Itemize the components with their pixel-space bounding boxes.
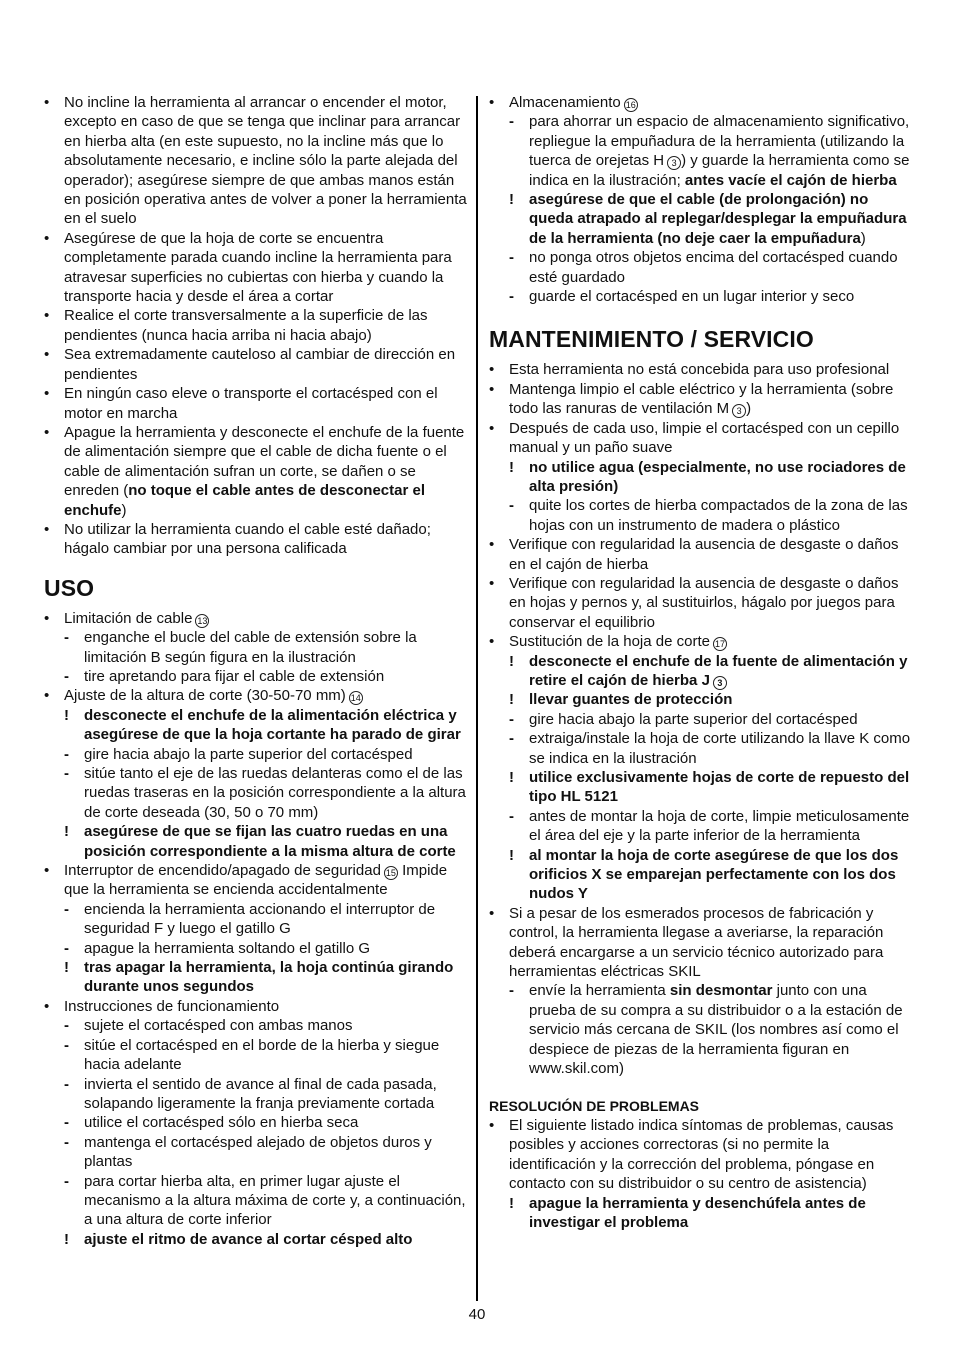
item-text: guarde el cortacésped en un lugar interior y seco (529, 288, 855, 306)
bullet-marker: • (44, 423, 50, 441)
bullet-marker: • (44, 997, 50, 1015)
page-number: 40 (468, 1306, 486, 1323)
sub-item (44, 1016, 467, 1035)
item-text: Si a pesar de los esmerados procesos de fabricación y control, la herramienta llegase a averiarse, la reparación deberá encargarse a un servicio técnico autorizado para herramientas eléctricas SKIL (509, 904, 884, 981)
bullet-marker: • (489, 1116, 495, 1134)
item-text: sitúe tanto el eje de las ruedas delanteras como el de las ruedas traseras en la posición correspondiente a la altura de corte deseada (30, 50 o 70 mm) (84, 765, 466, 821)
warning-marker: ! (64, 959, 69, 977)
warning-marker: ! (64, 706, 69, 724)
bullet-marker: • (489, 419, 495, 437)
warning-item (489, 846, 912, 904)
warning-item (489, 190, 912, 248)
item-text: gire hacia abajo la parte superior del cortacésped (529, 710, 858, 728)
list-item (44, 997, 467, 1016)
warning-marker: ! (509, 458, 514, 476)
troubleshooting-list (489, 1116, 912, 1232)
sub-item (44, 667, 467, 686)
list-item (489, 419, 912, 458)
item-text: tras apagar la herramienta, la hoja continúa girando durante unos segundos (84, 959, 454, 996)
bullet-marker: • (44, 609, 50, 627)
sub-item (44, 1036, 467, 1075)
warning-item (44, 958, 467, 997)
item-text: Asegúrese de que la hoja de corte se encuentra completamente parada cuando incline la herramienta para atravesar superficies no cubiertas con hierba y cuando la transporte hacia y desde el área a cortar (64, 229, 452, 306)
sub-item (489, 807, 912, 846)
item-text: Verifique con regularidad la ausencia de desgaste o daños en hojas y pernos y, al sustituirlos, hágalo por juegos para conservar el equilibrio (509, 574, 899, 631)
item-text: No utilizar la herramienta cuando el cable esté dañado; hágalo cambiar por una persona calificada (64, 520, 431, 558)
item-text: envíe la herramienta sin desmontar junto con una prueba de su compra a su distribuidor o a la estación de servicio más cercana de SKIL (los nombres así como el despiece de piezas de la herramienta figuran en www.skil.com) (529, 982, 903, 1078)
warning-marker: ! (64, 823, 69, 841)
item-text: Esta herramienta no está concebida para uso profesional (509, 361, 890, 379)
sub-item (44, 1172, 467, 1230)
list-item (44, 423, 467, 520)
dash-marker: - (64, 1017, 69, 1035)
figure-reference: 3 (713, 676, 727, 690)
item-text: tire apretando para fijar el cable de extensión (84, 667, 385, 685)
sub-item (44, 1113, 467, 1132)
dash-marker: - (64, 765, 69, 782)
sub-item (489, 496, 912, 535)
item-text: encienda la herramienta accionando el interruptor de seguridad F y luego el gatillo G (84, 900, 436, 938)
warning-item (489, 458, 912, 497)
sub-item (489, 710, 912, 729)
list-item (489, 380, 912, 419)
bullet-marker: • (44, 862, 50, 880)
dash-marker: - (64, 1036, 69, 1054)
bullet-marker: • (44, 687, 50, 705)
maintenance-list (489, 360, 912, 1078)
dash-marker: - (64, 667, 69, 685)
list-item (44, 229, 467, 307)
bullet-marker: • (44, 385, 50, 403)
dash-marker: - (64, 1114, 69, 1132)
item-text: No incline la herramienta al arrancar o encender el motor, excepto en caso de que se tenga que inclinar para arrancar en hierba alta (en este supuesto, no la incline más que lo absolutamente necesario, e incline sólo la parte alejada del operador); asegúrese siempre de que ambas manos están en posición operativa antes de volver a poner la herramienta en el suelo (64, 94, 467, 228)
warning-marker: ! (64, 1230, 69, 1248)
item-text: El siguiente listado indica síntomas de problemas, causas posibles y acciones correctoras (si no permite la identificación y la corrección del problema, póngase en contacto con su distribuidor o su centro de asistencia) (509, 1116, 894, 1193)
sub-item (44, 764, 467, 822)
dash-marker: - (64, 939, 69, 957)
list-item (44, 609, 467, 628)
bullet-marker: • (489, 633, 495, 651)
column-divider (476, 96, 478, 1301)
bullet-marker: • (489, 574, 495, 592)
item-text: desconecte el enchufe de la alimentación eléctrica y asegúrese de que la hoja cortante ha parado de girar (84, 706, 461, 744)
figure-reference: 13 (197, 615, 208, 626)
section-heading-maintenance: MANTENIMIENTO / SERVICIO (489, 326, 814, 353)
item-text: apague la herramienta y desenchúfela antes de investigar el problema (529, 1194, 866, 1231)
list-item (44, 345, 467, 384)
bullet-marker: • (489, 361, 495, 379)
dash-marker: - (64, 1133, 69, 1151)
dash-marker: - (64, 900, 69, 918)
item-text: antes de montar la hoja de corte, limpie meticulosamente el área del eje y la parte inferior de la herramienta (529, 807, 910, 845)
bullet-marker: • (44, 307, 50, 325)
dash-marker: - (509, 497, 514, 515)
item-text: ajuste el ritmo de avance al cortar césped alto (84, 1230, 413, 1248)
sub-item (44, 900, 467, 939)
bullet-marker: • (44, 229, 50, 247)
dash-marker: - (509, 730, 514, 748)
dash-marker: - (64, 1075, 69, 1093)
dash-marker: - (509, 288, 514, 306)
sub-item (489, 112, 912, 190)
item-text: Ajuste de la altura de corte (30-50-70 mm) 14 (64, 687, 361, 705)
bullet-marker: • (44, 520, 50, 538)
list-item (44, 686, 467, 705)
item-text: quite los cortes de hierba compactados de la zona de las hojas con un instrumento de madera o plástico (529, 497, 908, 534)
dash-marker: - (509, 982, 514, 1000)
dash-marker: - (64, 629, 69, 647)
list-item (489, 535, 912, 574)
item-text: Limitación de cable 13 (64, 609, 208, 627)
item-text: Sea extremadamente cauteloso al cambiar de dirección en pendientes (64, 346, 456, 383)
sub-item (44, 628, 467, 667)
item-text: no utilice agua (especialmente, no use rociadores de alta presión) (529, 458, 906, 495)
figure-reference: 3 (667, 156, 681, 170)
list-item (489, 93, 912, 112)
bullet-marker: • (489, 536, 495, 554)
item-text: gire hacia abajo la parte superior del cortacésped (84, 745, 413, 763)
bold-text: no toque el cable antes de desconectar el enchufe (64, 482, 425, 519)
uso-list (44, 609, 467, 1249)
warning-item (489, 652, 912, 691)
item-text: llevar guantes de protección (529, 691, 733, 709)
bullet-marker: • (44, 94, 50, 111)
warning-item (44, 706, 467, 745)
item-text: extraiga/instale la hoja de corte utilizando la llave K como se indica en la ilustración (529, 730, 911, 767)
list-item (489, 904, 912, 982)
item-text: asegúrese de que se fijan las cuatro ruedas en una posición correspondiente a la misma altura de corte (84, 823, 456, 860)
item-text: sitúe el cortacésped en el borde de la hierba y siegue hacia adelante (84, 1036, 440, 1074)
item-text: para cortar hierba alta, en primer lugar ajuste el mecanismo a la altura máxima de corte y, a continuación, a una altura de corte inferior (84, 1172, 466, 1229)
list-item (489, 574, 912, 632)
list-item (44, 93, 467, 229)
warning-marker: ! (509, 769, 514, 786)
list-item (44, 520, 467, 559)
closing-paren: ) (860, 229, 866, 247)
warning-item (44, 1230, 467, 1249)
dash-marker: - (509, 249, 514, 267)
sub-item (489, 981, 912, 1078)
list-item (489, 632, 912, 651)
right-column (489, 93, 912, 1232)
item-text: Almacenamiento 16 (509, 94, 636, 111)
figure-reference: 16 (625, 100, 636, 110)
item-text: Sustitución de la hoja de corte 17 (509, 633, 725, 651)
section-heading-troubleshooting: RESOLUCIÓN DE PROBLEMAS (489, 1097, 700, 1114)
item-text: invierta el sentido de avance al final de cada pasada, solapando ligeramente la franja previamente cortada (84, 1075, 437, 1112)
item-text: utilice el cortacésped sólo en hierba seca (84, 1114, 359, 1132)
item-text: enganche el bucle del cable de extensión sobre la limitación B según figura en la ilustración (84, 629, 417, 666)
item-text: para ahorrar un espacio de almacenamiento significativo, repliegue la empuñadura de la herramienta (utilizando la tuerca de orejetas H 3 ) y guarde la herramienta como se indica en la ilustración; antes vacíe el cajón de hierba (529, 113, 910, 189)
item-text: utilice exclusivamente hojas de corte de repuesto del tipo HL 5121 (529, 769, 910, 806)
item-text: Interruptor de encendido/apagado de seguridad 15 Impide que la herramienta se encienda accidentalmente (64, 862, 448, 899)
warning-marker: ! (509, 691, 514, 709)
item-text: mantenga el cortacésped alejado de objetos duros y plantas (84, 1133, 432, 1171)
dash-marker: - (64, 745, 69, 763)
item-text: En ningún caso eleve o transporte el cortacésped con el motor en marcha (64, 385, 438, 422)
list-item (44, 861, 467, 900)
list-item (44, 384, 467, 423)
item-text: Después de cada uso, limpie el cortacésped con un cepillo manual y un paño suave (509, 419, 900, 457)
sub-item (44, 745, 467, 764)
warning-marker: ! (509, 846, 514, 864)
list-item (489, 1116, 912, 1194)
dash-marker: - (64, 1172, 69, 1190)
item-text: Mantenga limpio el cable eléctrico y la herramienta (sobre todo las ranuras de ventilación M 3 ) (509, 380, 894, 418)
item-text: asegúrese de que el cable (de prolongación) no queda atrapado al replegar/desplegar la empuñadura de la herramienta (no deje caer la empuñadura (529, 191, 907, 247)
item-text: no ponga otros objetos encima del cortacésped cuando esté guardado (529, 249, 898, 286)
warning-marker: ! (509, 191, 514, 209)
list-item (489, 360, 912, 379)
storage-list (489, 93, 912, 306)
warning-marker: ! (509, 652, 514, 670)
sub-item (489, 248, 912, 287)
item-text: Apague la herramienta y desconecte el enchufe de la fuente de alimentación siempre que el cable de dicha fuente o el cable de alimentación sufran un corte, se dañen o se enreden (no toque el cable antes de desconectar el enchufe) (64, 423, 465, 519)
warning-item (489, 690, 912, 709)
sub-item (489, 287, 912, 306)
warning-item (489, 1194, 912, 1233)
item-text: Verifique con regularidad la ausencia de desgaste o daños en el cajón de hierba (509, 536, 899, 573)
section-heading-uso: USO (44, 574, 95, 601)
safety-list (44, 93, 467, 559)
sub-item (44, 939, 467, 958)
item-text: apague la herramienta soltando el gatillo G (84, 939, 371, 957)
dash-marker: - (509, 113, 514, 131)
bullet-marker: • (489, 94, 495, 111)
warning-marker: ! (509, 1194, 514, 1212)
item-text: desconecte el enchufe de la fuente de alimentación y retire el cajón de hierba J 3 (529, 652, 908, 689)
bullet-marker: • (489, 380, 495, 398)
dash-marker: - (509, 710, 514, 728)
sub-item (44, 1133, 467, 1172)
list-item (44, 306, 467, 345)
bold-text: sin desmontar (669, 982, 773, 1000)
bold-text: antes vacíe el cajón de hierba (684, 171, 897, 189)
figure-reference: 14 (350, 693, 361, 704)
sub-item (44, 1075, 467, 1114)
bullet-marker: • (489, 904, 495, 922)
figure-reference: 17 (714, 639, 725, 650)
figure-reference: 15 (385, 868, 396, 879)
warning-item (489, 768, 912, 807)
warning-item (44, 822, 467, 861)
item-text: Instrucciones de funcionamiento (64, 997, 280, 1015)
item-text: Realice el corte transversalmente a la superficie de las pendientes (nunca hacia arriba ni hacia abajo) (64, 307, 428, 344)
bullet-marker: • (44, 346, 50, 364)
item-text: al montar la hoja de corte asegúrese de que los dos orificios X se emparejan perfectamente con los dos nudos Y (529, 846, 899, 903)
sub-item (489, 729, 912, 768)
dash-marker: - (509, 807, 514, 825)
left-column (44, 93, 467, 1249)
item-text: sujete el cortacésped con ambas manos (84, 1017, 353, 1035)
figure-reference: 3 (732, 404, 746, 418)
